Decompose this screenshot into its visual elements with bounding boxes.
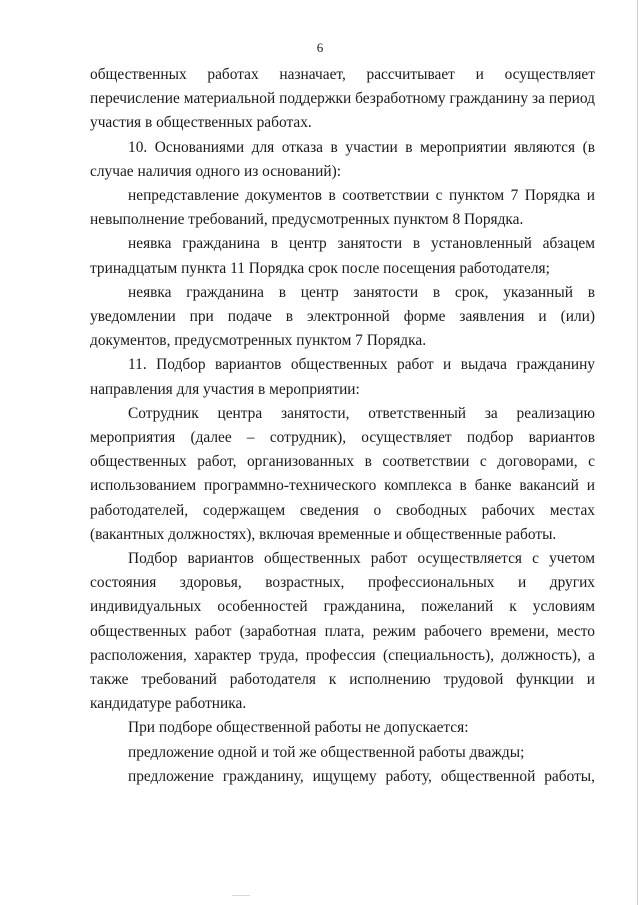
document-body xyxy=(90,63,595,789)
paragraph-refusal-ground-3: неявка гражданина в центр занятости в срок, указанный в уведомлении при подаче в электронной форме заявления и (или) документов, предусмотренных пунктом 7 Порядка. xyxy=(90,283,595,350)
paragraph-employee-selection: Сотрудник центра занятости, ответственный за реализацию мероприятия (далее – сотрудник), осуществляет подбор вариантов общественных работ, организованных в соответствии с договорами, с использованием программно-технического комплекса в банке вакансий и работодателей, содержащем сведения о свободных рабочих местах (вакантных должностях), включая временные и общественные работы. xyxy=(90,404,595,543)
page-edge xyxy=(637,0,638,905)
paragraph-refusal-ground-2: неявка гражданина в центр занятости в установленный абзацем тринадцатым пункта 11 Порядка срок после посещения работодателя; xyxy=(90,235,595,277)
paragraph-refusal-ground-1: непредставление документов в соответствии с пунктом 7 Порядка и невыполнение требований, предусмотренных пунктом 8 Порядка. xyxy=(90,187,595,229)
paragraph-continuation: общественных работах назначает, рассчитывает и осуществляет перечисление материальной поддержки безработному гражданину за период участия в общественных работах. xyxy=(90,66,595,132)
paragraph-not-allowed-2: предложение гражданину, ищущему работу, общественной работы, xyxy=(128,767,595,785)
paragraph-not-allowed-heading: При подборе общественной работы не допускается: xyxy=(128,719,469,737)
paragraph-not-allowed-1: предложение одной и той же общественной работы дважды; xyxy=(128,743,525,761)
scan-artifact xyxy=(232,895,250,896)
paragraph-selection-criteria: Подбор вариантов общественных работ осуществляется с учетом состояния здоровья, возрастных, профессиональных и других индивидуальных особенностей гражданина, пожеланий к условиям общественных работ (заработная плата, режим рабочего времени, место расположения, характер труда, профессия (специальность), должность), а также требований работодателя к исполнению трудовой функции и кандидатуре работника. xyxy=(90,550,595,713)
paragraph-item-11: 11. Подбор вариантов общественных работ и выдача гражданину направления для участия в мероприятии: xyxy=(90,356,595,398)
page-number: 6 xyxy=(316,40,324,55)
paragraph-item-10: 10. Основаниями для отказа в участии в мероприятии являются (в случае наличия одного из оснований): xyxy=(90,138,595,180)
